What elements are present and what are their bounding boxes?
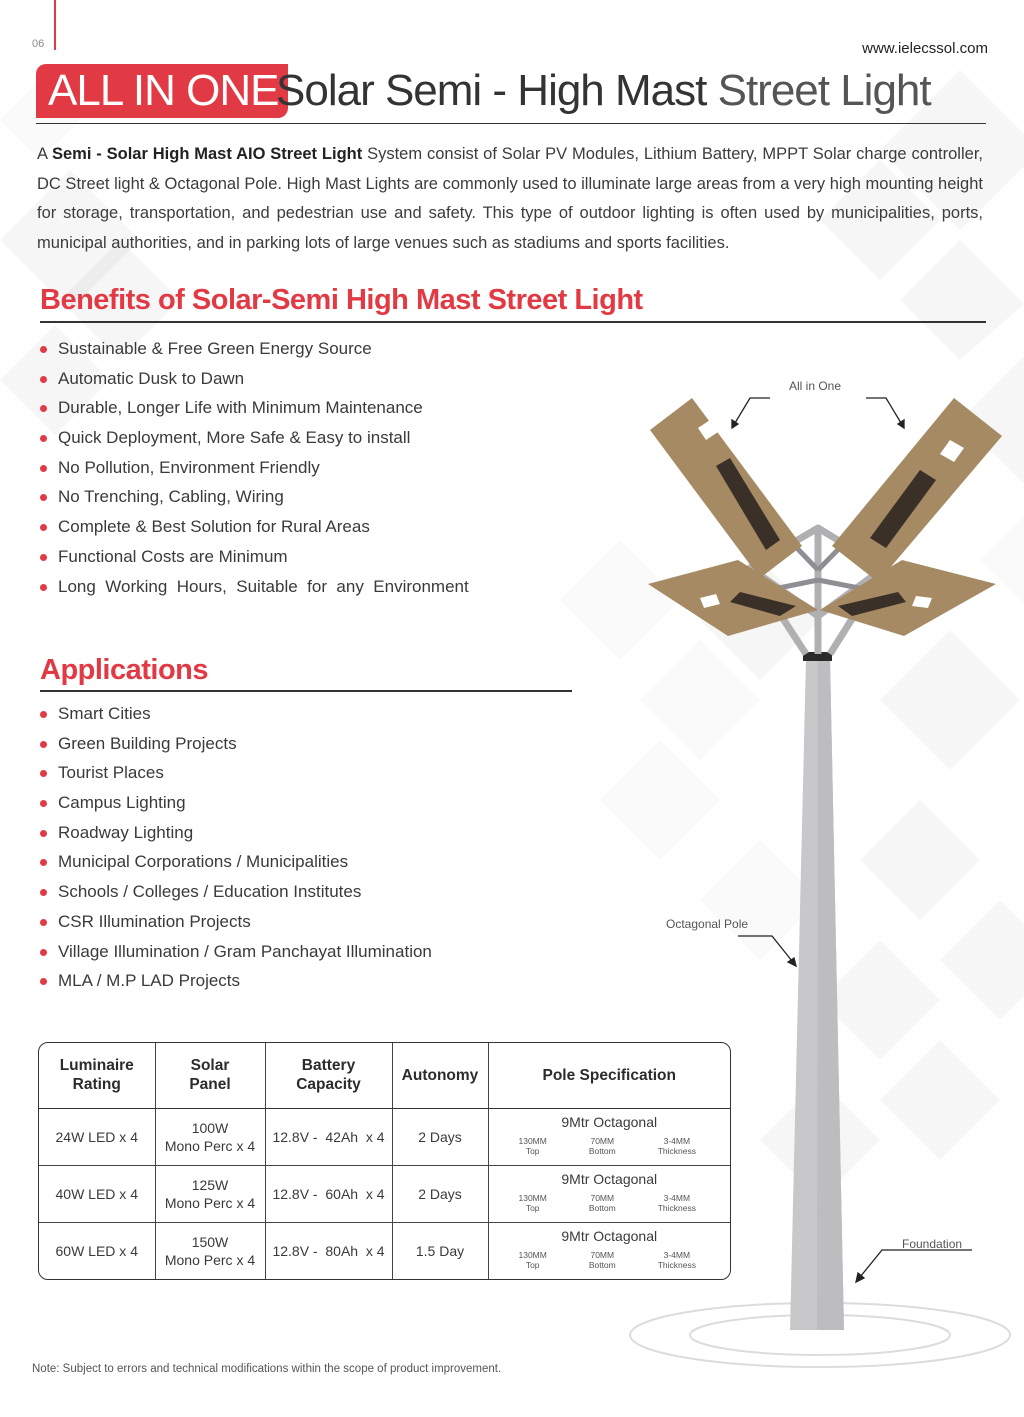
benefits-rule (40, 321, 986, 323)
cell-battery: 12.8V - 80Ah x 4 (265, 1222, 392, 1279)
cell-solar-panel (155, 1108, 265, 1165)
header-line: Capacity (296, 1076, 361, 1094)
pole-bottom (589, 1250, 616, 1270)
bullet-dot-icon (40, 830, 47, 837)
list-item-label: Long Working Hours, Suitable for any Environment (58, 576, 469, 596)
cell-battery: 12.8V - 42Ah x 4 (265, 1108, 392, 1165)
bullet-dot-icon (40, 919, 47, 926)
bullet-dot-icon (40, 859, 47, 866)
col-header-battery (265, 1043, 392, 1108)
bullet-dot-icon (40, 711, 47, 718)
bottom-label: Bottom (588, 1203, 616, 1213)
list-item-label: Roadway Lighting (58, 822, 194, 842)
cell-battery: 12.8V - 60Ah x 4 (265, 1165, 392, 1222)
top-value: 130MM (518, 1136, 547, 1146)
page-number: 06 (32, 38, 45, 50)
list-item-label: CSR Illumination Projects (58, 911, 251, 931)
applications-rule (40, 690, 572, 692)
thickness-label: Thickness (657, 1146, 696, 1156)
cell-autonomy: 1.5 Day (392, 1222, 488, 1279)
list-item (38, 542, 469, 572)
thickness-label: Thickness (657, 1260, 696, 1271)
header-line: Rating (72, 1076, 121, 1094)
bullet-dot-icon (40, 465, 47, 472)
bullet-dot-icon (40, 770, 47, 777)
top-value: 130MM (518, 1250, 547, 1261)
page-marker-line (54, 0, 56, 50)
bottom-value: 70MM (590, 1250, 615, 1261)
list-item (38, 699, 432, 729)
list-item (38, 572, 469, 602)
list-item (38, 729, 432, 759)
col-header-autonomy: Autonomy (392, 1043, 488, 1108)
intro-lead: A (37, 145, 48, 163)
list-item (38, 423, 469, 453)
list-item-label: Complete & Best Solution for Rural Areas (58, 517, 370, 537)
list-item-label: Functional Costs are Minimum (58, 546, 288, 566)
title-main-light: Street Light (717, 66, 931, 115)
cell-luminaire: 60W LED x 4 (39, 1222, 155, 1279)
pole-top (519, 1250, 547, 1270)
applications-list (38, 699, 432, 996)
thickness-value: 3-4MM (663, 1193, 691, 1203)
header-line: Battery (301, 1057, 356, 1075)
list-item (38, 788, 432, 818)
list-item-label: Tourist Places (58, 763, 164, 783)
list-item-label: Automatic Dusk to Dawn (58, 368, 245, 388)
intro-rest: System consist of Solar PV Modules, Lithium Battery, MPPT Solar charge controller, DC Street light & Octagonal Pole. High Mast Lights are commonly used to illuminate large areas from a very high mounting height for storage, transportation, and pedestrian use and safety. This type of outdoor lighting is often used by municipalities, ports, municipal authorities, and in parking lots of large venues such as stadiums and sports facilities. (37, 145, 983, 252)
col-header-pole: Pole Specification (488, 1043, 730, 1108)
bullet-dot-icon (40, 524, 47, 531)
label-all-in-one: All in One (789, 379, 842, 393)
cell-autonomy: 2 Days (392, 1165, 488, 1222)
cell-luminaire: 24W LED x 4 (39, 1108, 155, 1165)
solar-panel-lower-left (648, 560, 818, 636)
header-line: Luminaire (59, 1057, 134, 1075)
col-header-solar-panel (155, 1043, 265, 1108)
list-item-label: No Pollution, Environment Friendly (58, 457, 320, 477)
panel-type: Mono Perc x 4 (164, 1137, 256, 1154)
solar-panel-upper-left (650, 398, 802, 578)
pole-bottom (589, 1136, 616, 1156)
list-item-label: Sustainable & Free Green Energy Source (58, 339, 372, 358)
pole-top (519, 1193, 547, 1213)
list-item (38, 453, 469, 483)
bullet-dot-icon (40, 346, 47, 353)
bullet-dot-icon (40, 889, 47, 896)
pole-bottom (589, 1193, 616, 1213)
thickness-value: 3-4MM (663, 1136, 691, 1146)
list-item (38, 393, 469, 423)
header-line: Panel (189, 1076, 231, 1094)
panel-watt: 150W (191, 1233, 229, 1250)
cell-solar-panel (155, 1222, 265, 1279)
list-item-label: Green Building Projects (58, 733, 237, 753)
list-item (38, 818, 432, 848)
list-item-label: Smart Cities (58, 704, 151, 723)
list-item (38, 512, 469, 542)
list-item (38, 364, 469, 394)
cell-autonomy: 2 Days (392, 1108, 488, 1165)
page-title (276, 64, 931, 118)
high-mast-illustration (620, 370, 1024, 1370)
benefits-list (38, 334, 469, 601)
list-item-label: Campus Lighting (58, 793, 186, 813)
benefits-heading: Benefits of Solar-Semi High Mast Street Light (40, 284, 643, 316)
bullet-dot-icon (40, 800, 47, 807)
panel-type: Mono Perc x 4 (164, 1251, 256, 1268)
bottom-label: Bottom (588, 1146, 616, 1156)
title-badge: ALL IN ONE (36, 64, 288, 118)
bullet-dot-icon (40, 741, 47, 748)
list-item (38, 937, 432, 967)
bullet-dot-icon (40, 405, 47, 412)
list-item (38, 758, 432, 788)
list-item (38, 877, 432, 907)
bottom-value: 70MM (590, 1136, 615, 1146)
bullet-dot-icon (40, 376, 47, 383)
bullet-dot-icon (40, 949, 47, 956)
high-mast-pole-drawing (620, 370, 1024, 1370)
thickness-label: Thickness (657, 1203, 696, 1213)
pole-title: 9Mtr Octagonal (561, 1228, 658, 1245)
list-item-label: Schools / Colleges / Education Institutes (58, 882, 362, 902)
top-label: Top (525, 1203, 540, 1213)
bottom-label: Bottom (588, 1260, 616, 1271)
panel-watt: 125W (191, 1176, 229, 1193)
applications-heading: Applications (40, 654, 209, 686)
bottom-value: 70MM (590, 1193, 615, 1203)
top-label: Top (525, 1260, 540, 1271)
label-foundation: Foundation (902, 1237, 963, 1251)
panel-type: Mono Perc x 4 (164, 1194, 256, 1211)
thickness-value: 3-4MM (663, 1250, 691, 1261)
list-item-label: Quick Deployment, More Safe & Easy to install (58, 428, 411, 448)
title-row (36, 62, 986, 124)
list-item (38, 907, 432, 937)
label-octagonal-pole: Octagonal Pole (666, 917, 749, 931)
list-item-label: Village Illumination / Gram Panchayat Illumination (58, 941, 432, 961)
intro-paragraph (37, 140, 983, 258)
panel-watt: 100W (191, 1119, 229, 1136)
bullet-dot-icon (40, 554, 47, 561)
pole-title: 9Mtr Octagonal (561, 1171, 658, 1187)
cell-solar-panel (155, 1165, 265, 1222)
bullet-dot-icon (40, 978, 47, 985)
bullet-dot-icon (40, 584, 47, 591)
website-link[interactable]: www.ielecssol.com (862, 40, 988, 57)
bullet-dot-icon (40, 435, 47, 442)
list-item (38, 482, 469, 512)
list-item (38, 334, 469, 364)
pole-top (519, 1136, 547, 1156)
bullet-dot-icon (40, 494, 47, 501)
top-label: Top (525, 1146, 540, 1156)
list-item-label: No Trenching, Cabling, Wiring (58, 487, 284, 507)
list-item (38, 966, 432, 996)
list-item-label: MLA / M.P LAD Projects (58, 971, 241, 991)
header-line: Solar (190, 1057, 230, 1075)
pole-title: 9Mtr Octagonal (561, 1114, 658, 1130)
top-value: 130MM (518, 1193, 547, 1203)
title-main-bold: Solar Semi - High Mast (276, 66, 707, 115)
list-item-label: Municipal Corporations / Municipalities (58, 852, 349, 872)
list-item-label: Durable, Longer Life with Minimum Maintenance (58, 398, 423, 418)
col-header-luminaire (39, 1043, 155, 1108)
footer-note: Note: Subject to errors and technical modifications within the scope of product improvement. (32, 1363, 502, 1375)
cell-luminaire: 40W LED x 4 (39, 1165, 155, 1222)
list-item (38, 847, 432, 877)
intro-bold: Semi - Solar High Mast AIO Street Light (51, 145, 363, 163)
